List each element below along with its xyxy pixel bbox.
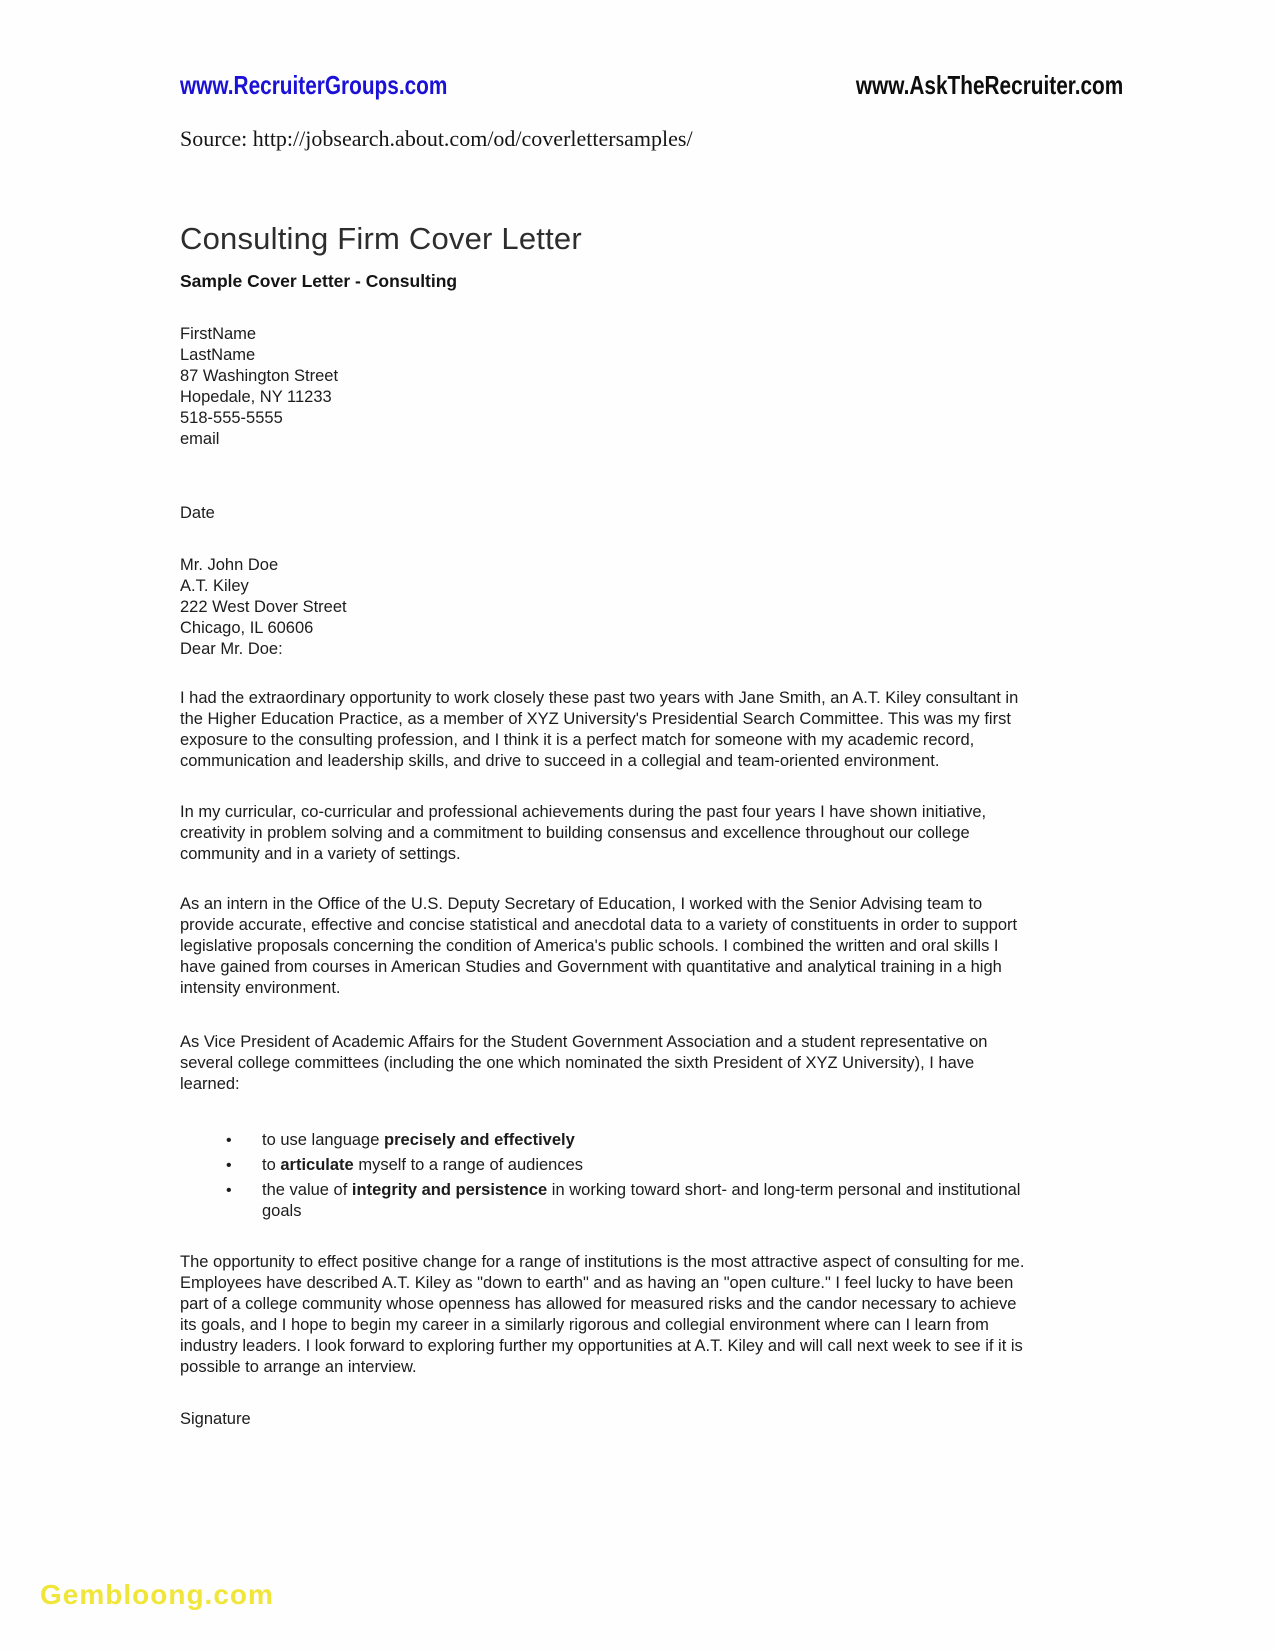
paragraph-closing: The opportunity to effect positive change for a range of institutions is the most attractive aspect of consulting for me. Employees have described A.T. Kiley as "down to earth" and as having an "open culture." I feel lucky to have been part of a college community whose openness has allowed for measured risks and the candor necessary to achieve its goals, and I hope to begin my career in a similarly rigorous and collegial environment where can I learn from industry leaders. I look forward to exploring further my opportunities at A.T. Kiley and will call next week to see if it is possible to arrange an interview. xyxy=(180,1253,1025,1376)
source-url-line: Source: http://jobsearch.about.com/od/coverlettersamples/ xyxy=(180,126,693,151)
list-item xyxy=(180,1180,1037,1222)
list-item xyxy=(180,1155,1037,1176)
bullet-text-bold: precisely and effectively xyxy=(384,1131,575,1149)
sender-city: Hopedale, NY 11233 xyxy=(180,388,332,406)
signature-placeholder: Signature xyxy=(180,1410,251,1428)
date-placeholder: Date xyxy=(180,504,215,522)
sender-phone: 518-555-5555 xyxy=(180,409,283,427)
page-header xyxy=(180,72,1123,102)
salutation: Dear Mr. Doe: xyxy=(180,640,283,658)
bullet-text-post: myself to a range of audiences xyxy=(353,1156,584,1174)
learned-bullet-list xyxy=(180,1130,1037,1222)
paragraph-intro: I had the extraordinary opportunity to work closely these past two years with Jane Smith, an A.T. Kiley consultant in the Higher Education Practice, as a member of XYZ University's Presidential Search Committee. This was my first exposure to the consulting profession, and I think it is a perfect match for someone with my academic record, communication and leadership skills, and drive to succeed in a collegial and team-oriented environment. xyxy=(180,689,1019,770)
bullet-text-pre: the value of xyxy=(262,1181,352,1199)
page-title: Consulting Firm Cover Letter xyxy=(180,221,582,256)
sender-email: email xyxy=(180,430,220,448)
header-left-site: www.RecruiterGroups.com xyxy=(180,70,448,100)
paragraph-achievements: In my curricular, co-curricular and professional achievements during the past four years I have shown initiative, creativity in problem solving and a commitment to building consensus and excellence throughout our college community and in a variety of settings. xyxy=(180,803,987,863)
bullet-icon: • xyxy=(226,1157,232,1174)
sender-last-name: LastName xyxy=(180,346,256,364)
sender-address-block xyxy=(180,324,1037,450)
paragraph-intern: As an intern in the Office of the U.S. Deputy Secretary of Education, I worked with the Senior Advising team to provide accurate, effective and concise statistical and anecdotal data to a variety of constituents in order to support legislative proposals concerning the condition of America's public schools. I combined the written and oral skills I have gained from courses in American Studies and Government with quantitative and analytical training in a high intensity environment. xyxy=(180,895,1018,997)
recipient-city: Chicago, IL 60606 xyxy=(180,619,314,637)
bullet-text-bold: articulate xyxy=(280,1156,354,1174)
paragraph-vp-lead-in: As Vice President of Academic Affairs for the Student Government Association and a student representative on several college committees (including the one which nominated the sixth President of XYZ University), I have learned: xyxy=(180,1033,988,1093)
bullet-icon: • xyxy=(226,1132,232,1149)
letter-body xyxy=(180,222,1037,1430)
bullet-text-pre: to use language xyxy=(262,1131,385,1149)
bullet-text-bold: integrity and persistence xyxy=(351,1181,548,1199)
bullet-icon: • xyxy=(226,1182,232,1199)
recipient-address-block xyxy=(180,555,1037,660)
sender-first-name: FirstName xyxy=(180,325,257,343)
header-right-site: www.AskTheRecruiter.com xyxy=(855,70,1123,100)
page-subtitle: Sample Cover Letter - Consulting xyxy=(180,271,458,291)
list-item xyxy=(180,1130,1037,1151)
sender-street: 87 Washington Street xyxy=(180,367,339,385)
recipient-company: A.T. Kiley xyxy=(180,577,249,595)
recipient-street: 222 West Dover Street xyxy=(180,598,347,616)
bullet-text-pre: to xyxy=(262,1156,281,1174)
watermark: Gembloong.com xyxy=(40,1579,274,1610)
bullet-text-post: in working toward short- and long-term personal and institutional goals xyxy=(262,1181,1021,1220)
recipient-name: Mr. John Doe xyxy=(180,556,279,574)
